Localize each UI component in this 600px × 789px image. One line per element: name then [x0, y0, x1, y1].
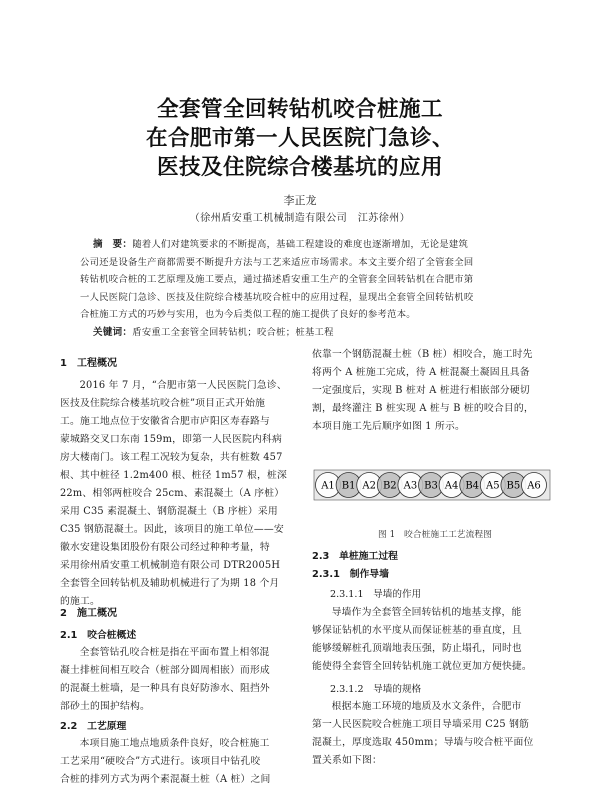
paper-title-line-2: 在合肥市第一人民医院门急诊、: [145, 126, 454, 151]
section-2-2-heading: 2.2 工艺原理: [60, 721, 127, 732]
text-line: 工艺采用“硬咬合”方式进行。该项目中钻孔咬: [60, 756, 261, 767]
paper-title-line-1: 全套管全回转钻机咬合桩施工: [156, 97, 443, 122]
text-line: 工。施工地点位于安徽省合肥市庐阳区寿春路与: [60, 416, 270, 427]
text-line: 置关系如下图：: [312, 755, 382, 766]
section-2-1-heading: 2.1 咬合桩概述: [60, 630, 137, 641]
text-line: 根、其中桩径 1.2m400 根、桩径 1m57 根，桩深: [60, 470, 287, 481]
text-line: 房大楼南门。该工程工况较为复杂，共有桩数 457: [60, 452, 283, 463]
text-line: 割，最终灌注 B 桩实现 A 桩与 B 桩的咬合目的，: [312, 403, 534, 414]
section-2-3-1-2-heading: 2.3.1.2 导墙的规格: [330, 684, 422, 695]
text-line: 部砂土的围护结构。: [60, 701, 150, 712]
text-line: 2016 年 7 月，“合肥市第一人民医院门急诊、: [79, 380, 287, 391]
text-line: 22m、相邻两桩咬合 25cm、素混凝土（A 序桩）: [60, 488, 285, 499]
text-line: 的混凝土桩墙，是一种具有良好防渗水、阻挡外: [60, 683, 270, 694]
section-2-3-1-2-body: [312, 698, 544, 770]
abstract-line: 随着人们对建筑要求的不断提高，基础工程建设的难度也逐渐增加，无论是建筑: [132, 239, 469, 250]
author-affiliation: （徐州盾安重工机械制造有限公司 江苏徐州）: [189, 213, 411, 224]
text-line: 采用 C35 素混凝土、钢筋混凝土（B 序桩）采用: [60, 506, 278, 517]
section-1-heading: 1 工程概况: [60, 358, 117, 369]
text-line: C35 钢筋混凝土。因此，该项目的施工单位——安: [60, 524, 284, 535]
text-line: 全套管全回转钻机及辅助机械进行了为期 18 个月: [60, 578, 280, 589]
text-line: 凝土排桩间相互咬合（桩部分圆周相嵌）而形成: [60, 665, 270, 676]
pile-label-b1: B1: [341, 480, 356, 492]
pile-label-a2: A2: [362, 480, 376, 492]
text-line: 将两个 A 桩施工完成，待 A 桩混凝土凝固且具备: [312, 367, 530, 378]
pile-label-a3: A3: [403, 480, 418, 492]
text-line: 一定强度后，实现 B 桩对 A 桩进行相嵌部分硬切: [312, 385, 530, 396]
section-2-3-heading: 2.3 单桩施工过程: [312, 551, 398, 562]
text-line: 全套管钻孔咬合桩是指在平面布置上相邻混: [79, 647, 270, 658]
text-line: 本项目施工先后顺序如图 1 所示。: [312, 421, 466, 432]
text-line: 能使得全套管全回转钻机施工就位更加方便快捷。: [312, 661, 532, 672]
section-2-3-1-heading: 2.3.1 制作导墙: [312, 569, 389, 580]
right-top-paragraph: [312, 346, 544, 436]
text-line: 蒙城路交叉口东南 159m，即第一人民医院内科病: [60, 434, 283, 445]
author-name: 李正龙: [283, 194, 317, 207]
text-line: 的施工。: [60, 596, 100, 607]
text-line: 够保证钻机的水平度从而保证桩基的垂直度，且: [312, 625, 522, 636]
text-line: 导墙作为全套管全回转钻机的地基支撑，能: [331, 607, 522, 618]
text-line: 徽水安建设集团股份有限公司经过种种考量，特: [60, 542, 270, 553]
section-2-3-1-1-body: [312, 604, 544, 676]
section-2-1-body: [60, 644, 290, 716]
section-1-body: [60, 377, 290, 611]
pile-label-b2: B2: [382, 480, 397, 492]
text-line: 第一人民医院咬合桩施工项目导墙采用 C25 钢筋: [312, 719, 530, 730]
abstract-line: 合桩施工方式的巧妙与实用，也为今后类似工程的施工提供了良好的参考范本。: [80, 309, 416, 320]
text-line: 合桩的排列方式为两个素混凝土桩（A 桩）之间: [60, 774, 271, 785]
text-line: 医技及住院综合楼基坑咬合桩”项目正式开始施: [60, 398, 266, 409]
text-line: 混凝土，厚度选取 450mm；导墙与咬合桩平面位: [312, 737, 534, 748]
abstract-line: 一人民医院门急诊、医技及住院综合楼基坑咬合桩中的应用过程，显现出全套管全回转钻机咬: [80, 291, 474, 303]
keywords-text: 盾安重工全套管全回转钻机；咬合桩；桩基工程: [132, 326, 334, 338]
pile-label-a1: A1: [321, 480, 335, 492]
pile-label-b4: B4: [465, 480, 480, 492]
pile-label-b3: B3: [424, 480, 438, 492]
secant-pile-diagram: [312, 450, 552, 522]
keywords-label: 关键词：: [93, 326, 133, 338]
section-2-3-1-1-heading: 2.3.1.1 导墙的作用: [330, 589, 422, 600]
abstract: [80, 236, 520, 341]
abstract-line: 转钻机咬合桩的工艺原理及施工要点，通过描述盾安重工生产的全管套全回转钻机在合肥市第: [80, 274, 474, 285]
text-line: 采用徐州盾安重工机械制造有限公司 DTR2005H: [60, 560, 281, 571]
pile-label-b5: B5: [506, 480, 521, 492]
abstract-label: 摘 要：: [93, 239, 133, 250]
figure-1-caption: 图 1 咬合桩施工工艺流程图: [378, 530, 492, 540]
text-line: 本项目施工地点地质条件良好，咬合桩施工: [79, 738, 270, 749]
paper-title-line-3: 医技及住院综合楼基坑的应用: [156, 155, 443, 180]
pile-label-a4: A4: [444, 480, 459, 492]
pile-label-a5: A5: [486, 480, 500, 492]
text-line: 依靠一个钢筋混凝土桩（B 桩）相咬合，施工时先: [312, 349, 533, 360]
section-2-2-body: [60, 735, 290, 789]
abstract-line: 公司还是设备生产商都需要不断提升方法与工艺来适应市场需求。本文主要介绍了全管套全回: [80, 256, 474, 268]
pile-label-a6: A6: [527, 480, 541, 492]
section-2-heading: 2 施工概况: [60, 608, 117, 619]
text-line: 能够缓解桩孔顶端地表压强，防止塌孔，同时也: [312, 643, 522, 654]
text-line: 根据本施工环境的地质及水文条件，合肥市: [331, 701, 522, 712]
